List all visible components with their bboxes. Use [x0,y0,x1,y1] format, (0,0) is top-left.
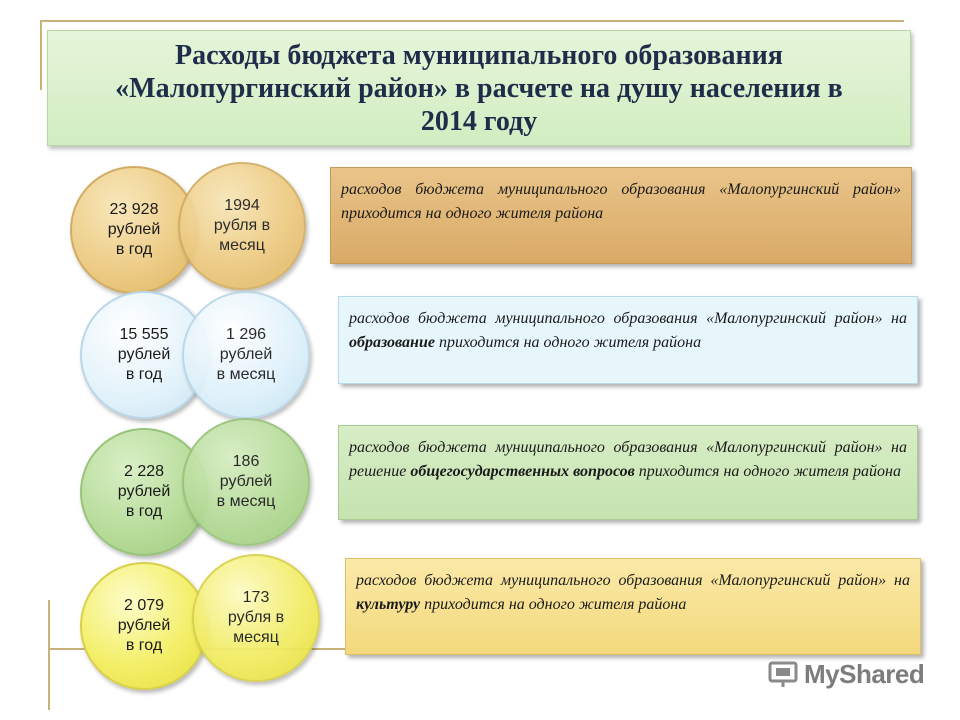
per-month-circle [192,554,320,682]
description-text: расходов бюджета муниципального образования «Малопургинский район» на [356,572,910,589]
description-text: расходов бюджета муниципального образования «Малопургинский район» на [349,310,907,327]
per-year-period: в год [125,637,163,654]
per-month-period: в месяц [216,366,276,383]
per-month-value: 1 296 [225,326,267,343]
per-month-unit: рублей [219,346,273,363]
presentation-icon [768,659,798,689]
left-decor-line [40,20,42,90]
watermark-text: MyShared [804,658,925,689]
description-culture [345,558,921,655]
circle-pair-total [70,162,330,298]
title-line-3: 2014 году [420,105,538,137]
per-month-value: 186 [232,453,260,470]
per-year-value: 2 079 [123,597,165,614]
per-month-period: в месяц [216,493,276,510]
per-month-value: 1994 [224,197,260,214]
circle-pair-education [70,287,330,423]
per-year-circle [80,562,208,690]
per-month-circle [182,291,310,419]
top-decor-line [40,20,904,22]
per-year-value: 23 928 [109,201,159,218]
myshared-watermark [768,658,924,690]
description-text: расходов бюджета муниципального образования «Малопургинский район» на решение [349,439,907,480]
description-text-end: приходится на одного жителя района [634,463,901,480]
per-month-value: 173 [242,589,270,606]
description-text: расходов бюджета муниципального образования «Малопургинский район» приходится на одного жителя района [341,181,901,222]
per-month-unit: рубля в [213,217,271,234]
description-education [338,296,918,384]
per-month-circle [182,418,310,546]
slide-title [47,30,911,146]
description-text-end: приходится на одного жителя района [434,334,702,351]
description-general [338,425,918,520]
per-month-circle [178,162,306,290]
per-year-value: 2 228 [123,463,165,480]
per-month-period: месяц [219,237,265,254]
description-highlight: образование [349,334,435,351]
description-highlight: культуру [356,596,421,613]
description-highlight: общегосударственных вопросов [410,463,635,480]
bottom-vertical-decor-line [48,600,50,710]
per-year-unit: рублей [117,483,171,500]
per-year-period: в год [115,241,153,258]
circle-pair-culture [80,552,340,688]
per-month-unit: рублей [219,473,273,490]
description-total [330,167,912,264]
description-text-end: приходится на одного жителя района [420,596,687,613]
per-year-unit: рублей [107,221,161,238]
per-year-period: в год [125,503,163,520]
per-month-period: месяц [233,629,279,646]
title-line-2: «Малопургинский район» в расчете на душу населения в [115,72,843,104]
per-year-period: в год [125,366,163,383]
per-year-unit: рублей [117,617,171,634]
title-line-1: Расходы бюджета муниципального образования [175,39,783,71]
circle-pair-general [80,418,340,554]
per-year-value: 15 555 [119,326,169,343]
per-year-unit: рублей [117,346,171,363]
per-month-unit: рубля в [227,609,285,626]
